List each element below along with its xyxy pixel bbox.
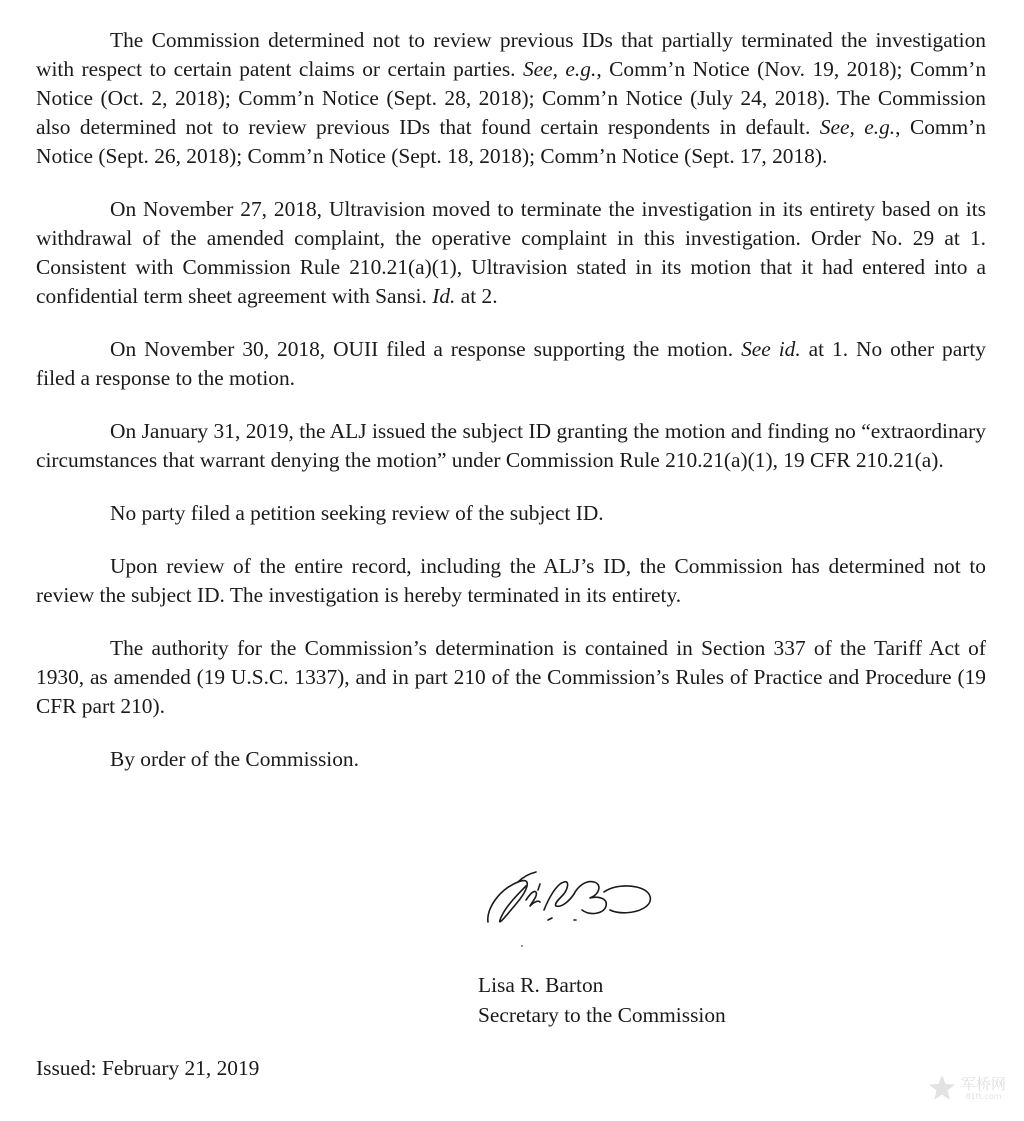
signatory-block: [478, 970, 726, 1030]
paragraph-text: On November 27, 2018, Ultravision moved to terminate the investigation in its entirety based on its withdrawal of the amended complaint, the operative complaint in this investigation. Order No. 29 at 1. Consistent with Commission Rule 210.21(a)(1), Ultravision stated in its motion that it had entered into a confidential term sheet agreement with Sansi.: [36, 197, 986, 308]
handwritten-signature-icon: [478, 860, 678, 956]
document-body: [36, 26, 986, 798]
signature: [478, 860, 798, 960]
paragraph-p1: [36, 26, 986, 171]
paragraph-text: The Commission determined not to review previous IDs that partially terminated the investigation with respect to certain patent claims or certain parties.: [36, 28, 986, 81]
star-icon: [927, 1073, 957, 1103]
citation-signal: See, e.g.: [522, 57, 597, 81]
paragraph-text: By order of the Commission.: [110, 747, 359, 771]
paragraph-p7: [36, 634, 986, 721]
watermark-text: 军桥网: [960, 1074, 1006, 1093]
paragraph-p2: [36, 195, 986, 311]
paragraph-p5: [36, 499, 986, 528]
paragraph-p4: [36, 417, 986, 475]
paragraph-text: , Comm’n Notice (Sept. 26, 2018); Comm’n Notice (Sept. 18, 2018); Comm’n Notice (Sept. 17, 2018).: [36, 115, 986, 168]
citation-signal: See, e.g.: [819, 115, 896, 139]
paragraph-text: No party filed a petition seeking review of the subject ID.: [110, 501, 604, 525]
watermark-subtext: 81tt.com: [965, 1091, 1002, 1101]
signatory-name: Lisa R. Barton: [478, 973, 604, 997]
citation-signal: See id.: [741, 337, 801, 361]
signatory-title: Secretary to the Commission: [478, 1003, 726, 1027]
paragraph-p8: [36, 745, 986, 774]
paragraph-text: at 1. No other party filed a response to the motion.: [36, 337, 986, 390]
paragraph-text: The authority for the Commission’s determination is contained in Section 337 of the Tariff Act of 1930, as amended (19 U.S.C. 1337), and in part 210 of the Commission’s Rules of Practice and Procedure (19 CFR part 210).: [36, 636, 986, 718]
paragraph-text: On January 31, 2019, the ALJ issued the subject ID granting the motion and finding no “extraordinary circumstances that warrant denying the motion” under Commission Rule 210.21(a)(1), 19 CFR 210.21(a).: [36, 419, 986, 472]
watermark: [927, 1073, 1006, 1103]
issued-date: Issued: February 21, 2019: [36, 1056, 260, 1080]
paragraph-text: , Comm’n Notice (Nov. 19, 2018); Comm’n Notice (Oct. 2, 2018); Comm’n Notice (Sept. 28, 2018); Comm’n Notice (July 24, 2018). The Commission also determined not to review previous IDs that found certain respondents in default.: [36, 57, 987, 139]
paragraph-text: On November 30, 2018, OUII filed a response supporting the motion.: [110, 337, 742, 361]
paragraph-text: at 2.: [455, 284, 498, 308]
paragraph-p3: [36, 335, 986, 393]
citation-signal: Id.: [432, 284, 456, 308]
paragraph-text: Upon review of the entire record, including the ALJ’s ID, the Commission has determined not to review the subject ID. The investigation is hereby terminated in its entirety.: [36, 554, 986, 607]
paragraph-p6: [36, 552, 986, 610]
